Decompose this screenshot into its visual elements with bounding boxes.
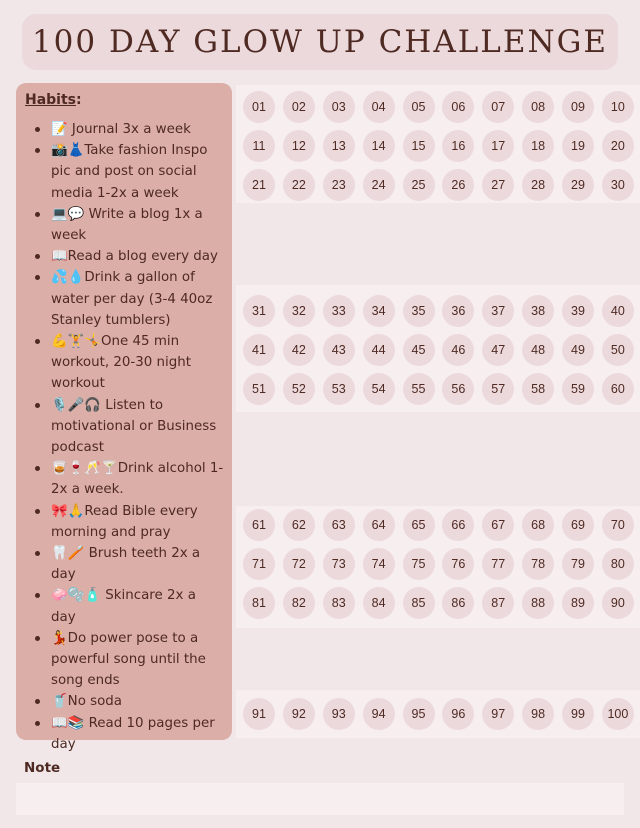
day-circle[interactable]: 20	[602, 130, 634, 162]
day-row	[240, 169, 634, 201]
day-circle[interactable]: 35	[403, 295, 435, 327]
day-circle[interactable]: 12	[283, 130, 315, 162]
day-circle[interactable]: 93	[323, 698, 355, 730]
day-circle[interactable]: 37	[482, 295, 514, 327]
day-circle[interactable]: 96	[442, 698, 474, 730]
day-circle[interactable]: 51	[243, 373, 275, 405]
day-circle[interactable]: 19	[562, 130, 594, 162]
habits-heading-colon: :	[76, 92, 82, 108]
day-circle[interactable]: 06	[442, 91, 474, 123]
day-circle[interactable]: 24	[363, 169, 395, 201]
day-circle[interactable]: 49	[562, 334, 594, 366]
habit-item: 🎙️🎤🎧 Listen to motivational or Business podcast	[25, 395, 224, 459]
day-circle[interactable]: 42	[283, 334, 315, 366]
day-circle[interactable]: 53	[323, 373, 355, 405]
day-circle[interactable]: 07	[482, 91, 514, 123]
note-area[interactable]	[16, 783, 624, 815]
day-circle[interactable]: 85	[403, 587, 435, 619]
day-circle[interactable]: 84	[363, 587, 395, 619]
day-row	[240, 130, 634, 162]
day-circle[interactable]: 65	[403, 509, 435, 541]
day-circle[interactable]: 63	[323, 509, 355, 541]
day-circle[interactable]: 57	[482, 373, 514, 405]
habits-panel	[16, 83, 232, 752]
day-circle[interactable]: 87	[482, 587, 514, 619]
day-circle[interactable]: 54	[363, 373, 395, 405]
day-circle[interactable]: 97	[482, 698, 514, 730]
day-row	[240, 373, 634, 405]
day-circle[interactable]: 09	[562, 91, 594, 123]
day-circle[interactable]: 29	[562, 169, 594, 201]
habit-list	[25, 119, 224, 755]
day-circle[interactable]: 32	[283, 295, 315, 327]
day-circle[interactable]: 23	[323, 169, 355, 201]
day-circle[interactable]: 59	[562, 373, 594, 405]
day-circle[interactable]: 70	[602, 509, 634, 541]
day-circle[interactable]: 25	[403, 169, 435, 201]
day-circle[interactable]: 88	[522, 587, 554, 619]
day-circle[interactable]: 64	[363, 509, 395, 541]
day-circle[interactable]: 80	[602, 548, 634, 580]
day-circle[interactable]: 82	[283, 587, 315, 619]
day-circle[interactable]: 44	[363, 334, 395, 366]
habit-item: 🥤No soda	[25, 691, 224, 712]
day-grid-block-4	[240, 698, 634, 730]
day-circle[interactable]: 47	[482, 334, 514, 366]
day-circle[interactable]: 02	[283, 91, 315, 123]
day-row	[240, 509, 634, 541]
day-circle[interactable]: 46	[442, 334, 474, 366]
day-circle[interactable]: 15	[403, 130, 435, 162]
day-circle[interactable]: 10	[602, 91, 634, 123]
day-circle[interactable]: 16	[442, 130, 474, 162]
day-row	[240, 548, 634, 580]
day-circle[interactable]: 100	[602, 698, 634, 730]
day-circle[interactable]: 45	[403, 334, 435, 366]
habit-item: 🎀🙏Read Bible every morning and pray	[25, 501, 224, 543]
page-title: 100 DAY GLOW UP CHALLENGE	[31, 24, 609, 60]
day-circle[interactable]: 76	[442, 548, 474, 580]
day-circle[interactable]: 58	[522, 373, 554, 405]
day-circle[interactable]: 69	[562, 509, 594, 541]
habit-item: 🥃🍷🥂🍸Drink alcohol 1-2x a week.	[25, 458, 224, 500]
day-circle[interactable]: 50	[602, 334, 634, 366]
habit-item: 📖Read a blog every day	[25, 246, 224, 267]
habit-item: 💪🏋️🤸One 45 min workout, 20-30 night workout	[25, 331, 224, 395]
day-circle[interactable]: 56	[442, 373, 474, 405]
day-circle[interactable]: 90	[602, 587, 634, 619]
day-circle[interactable]: 39	[562, 295, 594, 327]
day-circle[interactable]: 05	[403, 91, 435, 123]
day-circle[interactable]: 86	[442, 587, 474, 619]
day-circle[interactable]: 26	[442, 169, 474, 201]
day-circle[interactable]: 89	[562, 587, 594, 619]
day-circle[interactable]: 30	[602, 169, 634, 201]
day-circle[interactable]: 83	[323, 587, 355, 619]
day-circle[interactable]: 36	[442, 295, 474, 327]
day-circle[interactable]: 81	[243, 587, 275, 619]
day-circle[interactable]: 62	[283, 509, 315, 541]
day-circle[interactable]: 08	[522, 91, 554, 123]
day-circle[interactable]: 55	[403, 373, 435, 405]
day-row	[240, 334, 634, 366]
habits-heading	[25, 92, 224, 108]
day-circle[interactable]: 21	[243, 169, 275, 201]
day-circle[interactable]: 60	[602, 373, 634, 405]
day-circle[interactable]: 34	[363, 295, 395, 327]
day-circle[interactable]: 61	[243, 509, 275, 541]
day-circle[interactable]: 52	[283, 373, 315, 405]
day-circle[interactable]: 40	[602, 295, 634, 327]
day-circle[interactable]: 11	[243, 130, 275, 162]
day-circle[interactable]: 18	[522, 130, 554, 162]
day-circle[interactable]: 13	[323, 130, 355, 162]
day-circle[interactable]: 92	[283, 698, 315, 730]
day-circle[interactable]: 98	[522, 698, 554, 730]
day-circle[interactable]: 94	[363, 698, 395, 730]
day-circle[interactable]: 67	[482, 509, 514, 541]
habit-item: 🦷🪥 Brush teeth 2x a day	[25, 543, 224, 585]
day-circle[interactable]: 41	[243, 334, 275, 366]
habit-item: 💦💧Drink a gallon of water per day (3-4 40oz Stanley tumblers)	[25, 267, 224, 331]
day-circle[interactable]: 77	[482, 548, 514, 580]
day-circle[interactable]: 01	[243, 91, 275, 123]
day-row	[240, 698, 634, 730]
day-circle[interactable]: 43	[323, 334, 355, 366]
day-grid-block-2	[240, 295, 634, 405]
day-circle[interactable]: 79	[562, 548, 594, 580]
day-circle[interactable]: 33	[323, 295, 355, 327]
habit-item: 💃Do power pose to a powerful song until the song ends	[25, 628, 224, 692]
day-circle[interactable]: 95	[403, 698, 435, 730]
day-circle[interactable]: 71	[243, 548, 275, 580]
day-grid-block-3	[240, 509, 634, 619]
day-row	[240, 91, 634, 123]
day-grid-block-1	[240, 91, 634, 201]
note-label: Note	[24, 760, 61, 776]
day-circle[interactable]: 17	[482, 130, 514, 162]
day-circle[interactable]: 28	[522, 169, 554, 201]
day-circle[interactable]: 72	[283, 548, 315, 580]
day-circle[interactable]: 73	[323, 548, 355, 580]
day-circle[interactable]: 78	[522, 548, 554, 580]
habit-item: 📝 Journal 3x a week	[25, 119, 224, 140]
day-circle[interactable]: 68	[522, 509, 554, 541]
day-circle[interactable]: 27	[482, 169, 514, 201]
day-circle[interactable]: 74	[363, 548, 395, 580]
day-circle[interactable]: 03	[323, 91, 355, 123]
day-circle[interactable]: 04	[363, 91, 395, 123]
day-circle[interactable]: 75	[403, 548, 435, 580]
day-circle[interactable]: 31	[243, 295, 275, 327]
day-circle[interactable]: 99	[562, 698, 594, 730]
day-circle[interactable]: 38	[522, 295, 554, 327]
day-row	[240, 295, 634, 327]
title-banner	[22, 14, 618, 70]
habit-item: 🧼🫧🧴 Skincare 2x a day	[25, 585, 224, 627]
day-circle[interactable]: 22	[283, 169, 315, 201]
habits-heading-text: Habits	[25, 92, 77, 108]
habit-item: 💻💬 Write a blog 1x a week	[25, 204, 224, 246]
day-circle[interactable]: 91	[243, 698, 275, 730]
habit-item: 📖📚 Read 10 pages per day	[25, 713, 224, 755]
day-circle[interactable]: 14	[363, 130, 395, 162]
day-row	[240, 587, 634, 619]
day-circle[interactable]: 66	[442, 509, 474, 541]
habit-item: 📸👗Take fashion Inspo pic and post on social media 1-2x a week	[25, 140, 224, 204]
day-circle[interactable]: 48	[522, 334, 554, 366]
